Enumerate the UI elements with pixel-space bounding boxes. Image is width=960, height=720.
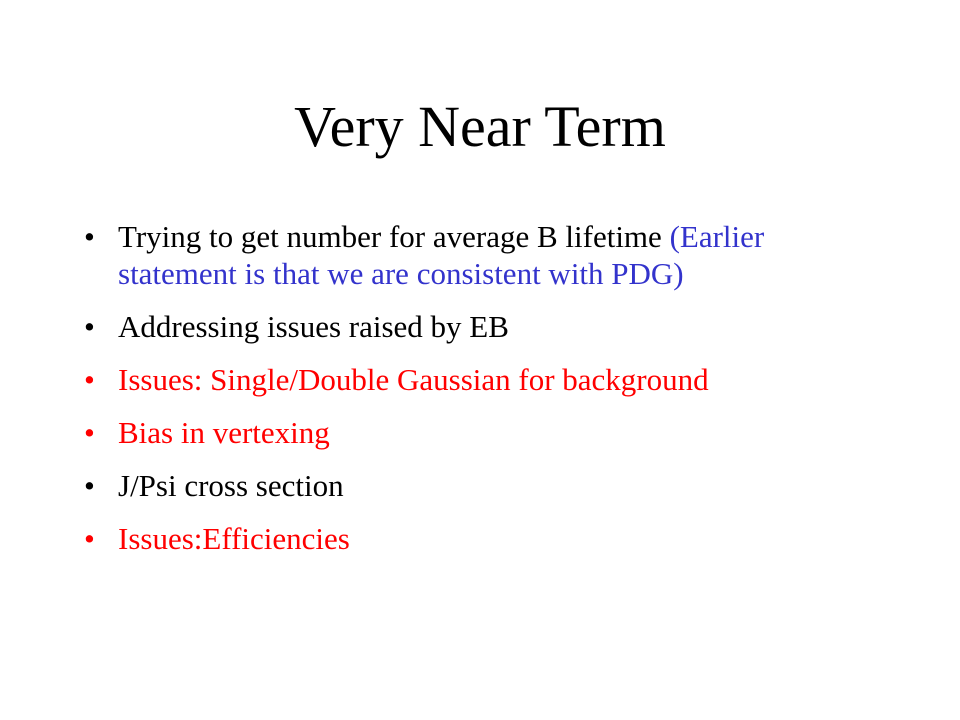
bullet-glyph: • xyxy=(84,415,95,450)
bullet-item xyxy=(84,308,854,345)
bullet-list xyxy=(84,218,854,573)
bullet-text: J/Psi cross section xyxy=(118,468,344,503)
bullet-text: Addressing issues raised by EB xyxy=(118,309,509,344)
bullet-text: Issues:Efficiencies xyxy=(118,521,350,556)
bullet-item xyxy=(84,218,854,292)
bullet-glyph: • xyxy=(84,468,95,503)
bullet-text: Bias in vertexing xyxy=(118,415,330,450)
bullet-glyph: • xyxy=(84,362,95,397)
bullet-glyph: • xyxy=(84,219,95,254)
bullet-item xyxy=(84,361,854,398)
bullet-glyph: • xyxy=(84,309,95,344)
bullet-glyph: • xyxy=(84,521,95,556)
bullet-item xyxy=(84,467,854,504)
bullet-subtext: (Earlier statement is that we are consistent with PDG) xyxy=(118,219,765,291)
bullet-item xyxy=(84,520,854,557)
bullet-text: Trying to get number for average B lifetime xyxy=(118,219,662,254)
bullet-text: Issues: Single/Double Gaussian for background xyxy=(118,362,709,397)
bullet-item xyxy=(84,414,854,451)
slide-title: Very Near Term xyxy=(294,94,666,159)
